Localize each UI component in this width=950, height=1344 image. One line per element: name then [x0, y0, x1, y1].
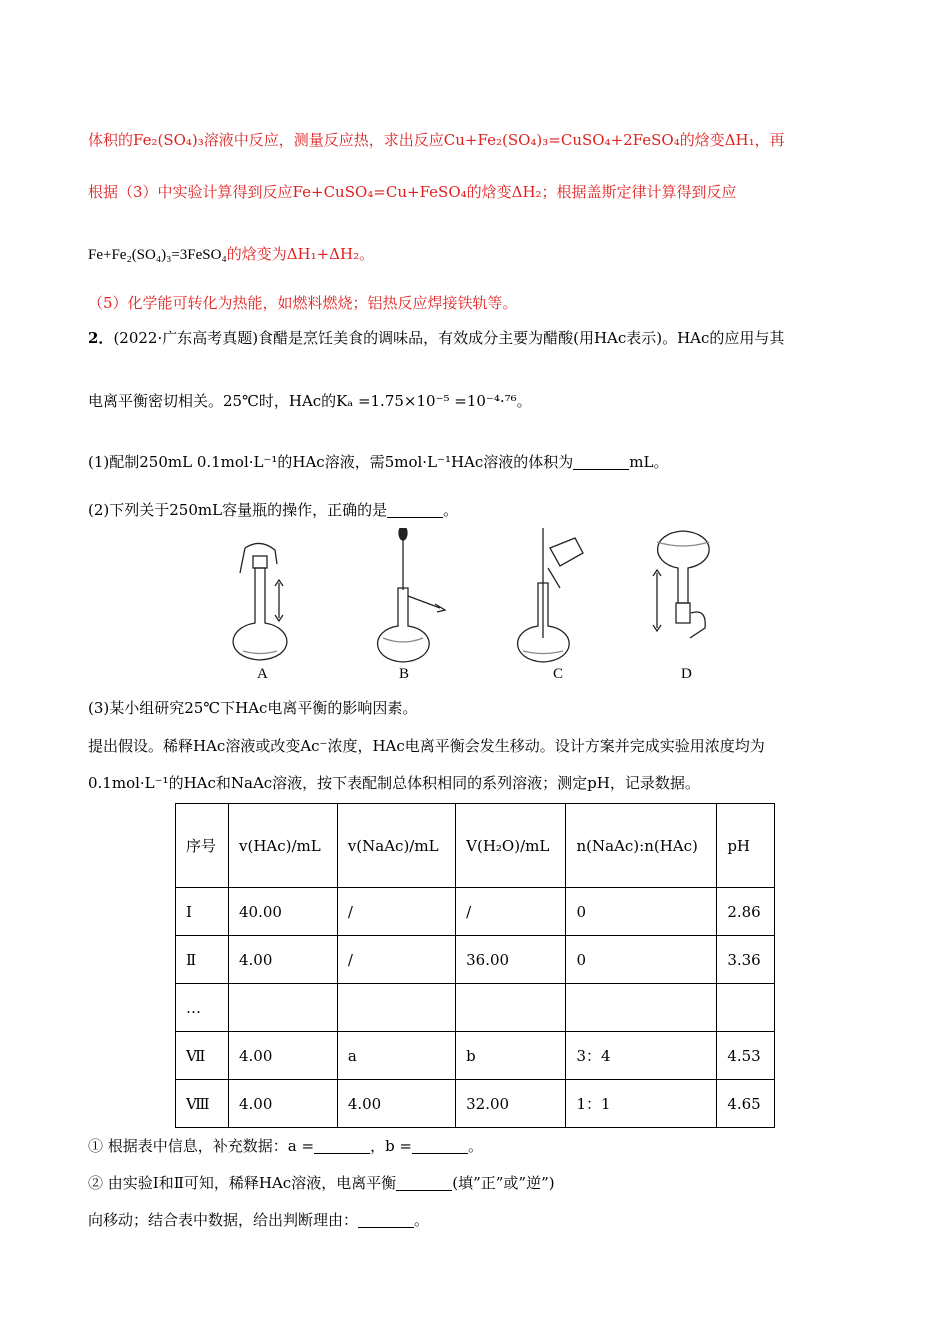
sub-question-1-mid: ，b =	[370, 1137, 413, 1155]
cell: b	[456, 1032, 566, 1080]
cell: Ⅰ	[176, 888, 229, 936]
table-header-row	[176, 804, 775, 888]
question-2-line-1	[88, 327, 784, 349]
answer-blank-2[interactable]	[387, 501, 443, 518]
cell: a	[337, 1032, 455, 1080]
cell: Ⅶ	[176, 1032, 229, 1080]
answer-blank-1[interactable]	[573, 453, 629, 470]
cell: …	[176, 984, 229, 1032]
cell: 4.00	[229, 1080, 338, 1128]
cell: 3.36	[717, 936, 775, 984]
cell: 36.00	[456, 936, 566, 984]
sub-question-1-text: ① 根据表中信息，补充数据：a =	[88, 1137, 315, 1155]
part-3: (3)某小组研究25℃下HAc电离平衡的影响因素。	[88, 699, 418, 717]
experiment-design: 0.1mol·L⁻¹的HAc和NaAc溶液，按下表配制总体积相同的系列溶液；测定pH，记录数据。	[88, 774, 700, 792]
cell: 0	[566, 888, 717, 936]
header-ratio: n(NaAc):n(HAc)	[566, 804, 717, 888]
table-row	[176, 936, 775, 984]
part-2-text: (2)下列关于250mL容量瓶的操作，正确的是	[88, 501, 388, 519]
sub-question-2	[88, 1172, 555, 1194]
cell: 2.86	[717, 888, 775, 936]
table-row	[176, 888, 775, 936]
data-table	[175, 803, 775, 1128]
question-2-intro: (2022·广东高考真题)食醋是烹饪美食的调味品，有效成分主要为醋酸(用HAc表示)。HAc的应用与其	[113, 329, 785, 347]
answer-blank-a[interactable]	[314, 1137, 370, 1154]
sub-question-1	[88, 1135, 483, 1157]
answer-blank-direction[interactable]	[396, 1174, 452, 1191]
figure-label-b: B	[399, 666, 410, 682]
flask-c-icon	[518, 528, 583, 662]
part-2-end: 。	[443, 501, 459, 519]
cell: 0	[566, 936, 717, 984]
part-1-unit: mL。	[629, 453, 669, 471]
answer-blank-b[interactable]	[412, 1137, 468, 1154]
part-2	[88, 499, 458, 521]
header-naac-volume: v(NaAc)/mL	[337, 804, 455, 888]
cell: Ⅱ	[176, 936, 229, 984]
figure-label-d: D	[681, 666, 692, 682]
answer-line-3	[88, 243, 374, 266]
flask-diagrams	[215, 528, 735, 663]
header-index: 序号	[176, 804, 229, 888]
cell: Ⅷ	[176, 1080, 229, 1128]
table-row	[176, 1080, 775, 1128]
sub-question-3-end: 。	[414, 1211, 430, 1229]
flask-d-icon	[653, 531, 709, 638]
cell	[456, 984, 566, 1032]
cell: 3：4	[566, 1032, 717, 1080]
cell: 4.00	[337, 1080, 455, 1128]
cell: /	[456, 888, 566, 936]
answer-line-1: 体积的Fe₂(SO₄)₃溶液中反应，测量反应热，求出反应Cu+Fe₂(SO₄)₃=CuSO₄+2FeSO₄的焓变ΔH₁，再	[88, 131, 785, 149]
flask-b-icon	[378, 528, 445, 662]
figure-label-c: C	[553, 666, 564, 682]
sub-question-3-text: 向移动；结合表中数据，给出判断理由：	[88, 1211, 359, 1229]
table-row	[176, 984, 775, 1032]
cell: 32.00	[456, 1080, 566, 1128]
cell: 4.53	[717, 1032, 775, 1080]
sub-question-2-text: ② 由实验Ⅰ和Ⅱ可知，稀释HAc溶液，电离平衡	[88, 1174, 397, 1192]
part-1-text: (1)配制250mL 0.1mol·L⁻¹的HAc溶液，需5mol·L⁻¹HAc溶液的体积为	[88, 453, 574, 471]
question-number: 2．	[88, 329, 114, 347]
figure-label-a: A	[257, 666, 268, 682]
volumetric-flask-figures	[215, 528, 735, 688]
table-row	[176, 1032, 775, 1080]
cell	[229, 984, 338, 1032]
question-2-line-2: 电离平衡密切相关。25℃时，HAc的Kₐ =1.75×10⁻⁵ =10⁻⁴·⁷⁶。	[88, 392, 532, 410]
cell: 40.00	[229, 888, 338, 936]
cell	[717, 984, 775, 1032]
cell: /	[337, 936, 455, 984]
cell	[337, 984, 455, 1032]
sub-question-2-hint: (填”正”或”逆”)	[452, 1174, 555, 1192]
hypothesis: 提出假设。稀释HAc溶液或改变Ac⁻浓度，HAc电离平衡会发生移动。设计方案并完成实验用浓度均为	[88, 737, 765, 755]
flask-a-icon	[233, 543, 287, 660]
cell: 4.00	[229, 1032, 338, 1080]
part-1	[88, 451, 668, 473]
sub-question-1-end: 。	[468, 1137, 484, 1155]
cell: /	[337, 888, 455, 936]
enthalpy-result: 的焓变为ΔH₁+ΔH₂。	[226, 245, 375, 263]
answer-line-4: （5）化学能可转化为热能，如燃料燃烧；铝热反应焊接铁轨等。	[88, 294, 518, 312]
answer-line-2: 根据（3）中实验计算得到反应Fe+CuSO₄=Cu+FeSO₄的焓变ΔH₂；根据盖斯定律计算得到反应	[88, 183, 737, 201]
header-hac-volume: v(HAc)/mL	[229, 804, 338, 888]
cell: 4.00	[229, 936, 338, 984]
header-ph: pH	[717, 804, 775, 888]
reaction-equation: Fe+Fe₂(SO₄)₃=3FeSO₄	[88, 247, 227, 263]
cell	[566, 984, 717, 1032]
header-water-volume: V(H₂O)/mL	[456, 804, 566, 888]
sub-question-3	[88, 1209, 429, 1231]
answer-blank-reason[interactable]	[358, 1211, 414, 1228]
cell: 1：1	[566, 1080, 717, 1128]
cell: 4.65	[717, 1080, 775, 1128]
